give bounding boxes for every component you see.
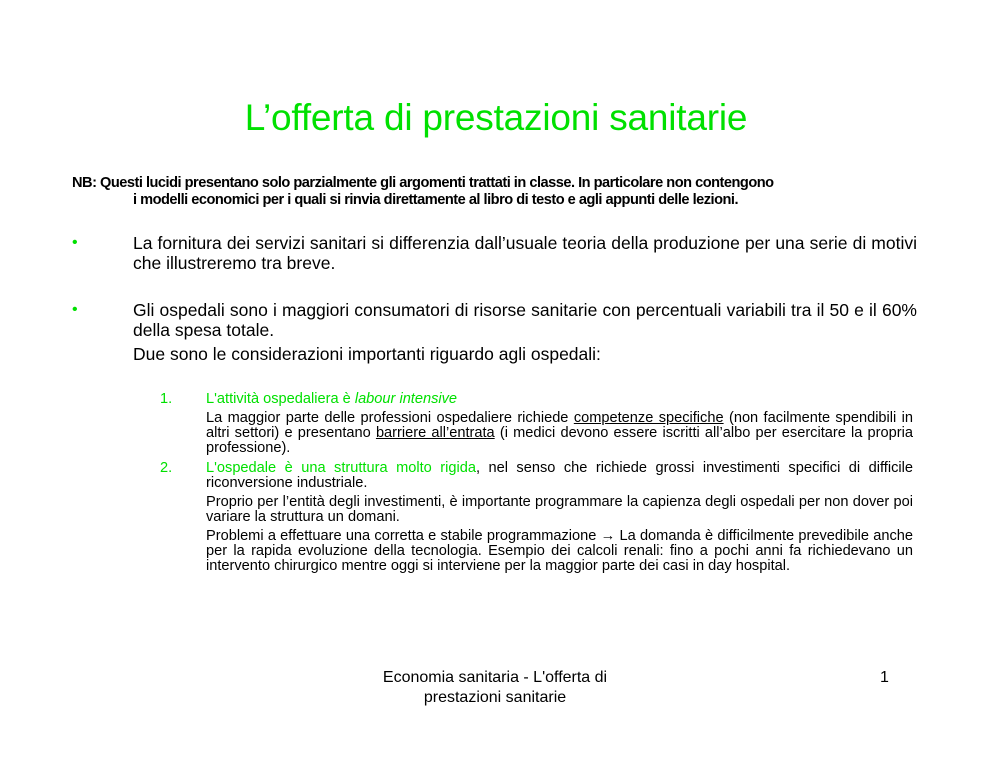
sub-item-number: 2. [160, 460, 173, 476]
footer-title [340, 668, 650, 708]
sub-item-1-text: La maggior parte delle professioni ospedaliere richiede competenze specifiche (non facilmente spendibili in altri settori) e presentano barriere all’entrata (i medici devono essere iscritti all’albo per esercitare la propria professione). [206, 410, 914, 456]
bullet-1 [72, 233, 917, 273]
page-number: 1 [880, 669, 889, 686]
slide-title: L’offerta di prestazioni sanitarie [244, 97, 748, 138]
sub-item-1 [160, 392, 913, 456]
sub-item-1-heading: L'attività ospedaliera è labour intensive [206, 391, 458, 407]
nb-line-1: NB: Questi lucidi presentano solo parzialmente gli argomenti trattati in classe. In particolare non contengono [72, 175, 774, 191]
bullet-marker: • [72, 234, 78, 251]
sub-item-2-text-3: Problemi a effettuare una corretta e stabile programmazione → La domanda è difficilmente prevedibile anche per la rapida evoluzione della tecnologia. Esempio dei calcoli renali: fino a pochi anni fa richiedevano un intervento chirurgico mentre oggi si interviene per la maggior parte dei casi in day hospital. [206, 528, 913, 574]
bullet-1-text: La fornitura dei servizi sanitari si differenzia dall’usuale teoria della produzione per una serie di motivi che illustreremo tra breve. [133, 233, 917, 273]
bullet-2-text-2: Due sono le considerazioni importanti riguardo agli ospedali: [133, 344, 601, 364]
nb-line-2: i modelli economici per i quali si rinvia direttamente al libro di testo e agli appunti delle lezioni. [133, 192, 739, 208]
bullet-marker: • [72, 301, 78, 318]
sub-item-2-text-1: L'ospedale è una struttura molto rigida, nel senso che richiede grossi investimenti specifici di difficile riconversione industriale. [206, 460, 913, 491]
footer-line-2: prestazioni sanitarie [423, 689, 567, 706]
footer-line-1: Economia sanitaria - L'offerta di [382, 669, 608, 686]
sub-item-number: 1. [160, 391, 173, 407]
bullet-2-text: Gli ospedali sono i maggiori consumatori di risorse sanitarie con percentuali variabili tra il 50 e il 60% della spesa totale. [133, 300, 917, 340]
nb-note [72, 175, 917, 209]
bullet-2 [72, 300, 917, 364]
sub-item-2-text-2: Proprio per l’entità degli investimenti, è importante programmare la capienza degli ospedali per non dover poi variare la struttura un domani. [206, 494, 913, 525]
sub-item-2 [160, 461, 913, 574]
